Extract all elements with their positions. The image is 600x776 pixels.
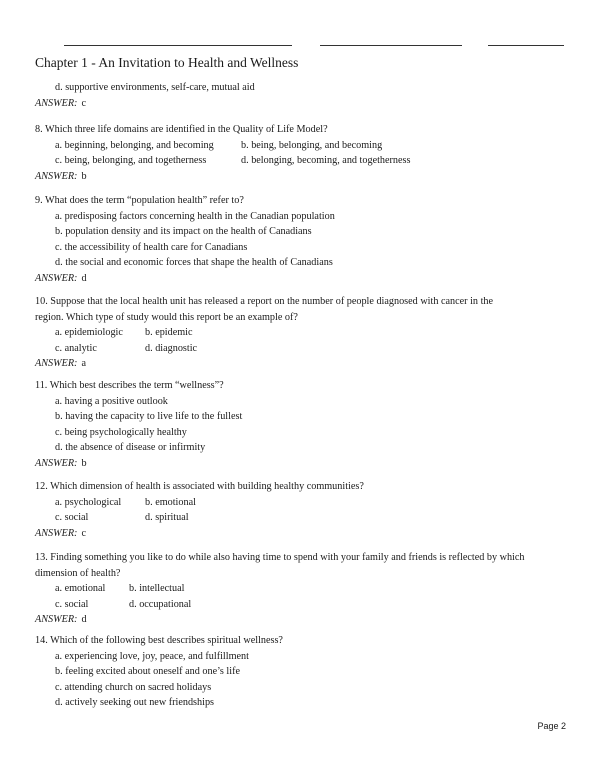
question-stem-line-1: 10. Suppose that the local health unit has released a report on the number of people diagnosed with cancer in the bbox=[35, 296, 494, 307]
question-8 bbox=[35, 122, 568, 184]
option-c: c. social bbox=[55, 512, 89, 523]
option-d: d. belonging, becoming, and togetherness bbox=[241, 155, 411, 166]
answer-line bbox=[35, 612, 568, 628]
answer-line bbox=[35, 526, 568, 542]
option-a: a. emotional bbox=[55, 583, 106, 594]
option-c: c. the accessibility of health care for Canadians bbox=[55, 241, 248, 253]
question-stem-line-2: region. Which type of study would this report be an example of? bbox=[35, 311, 298, 323]
option-c: c. attending church on sacred holidays bbox=[55, 681, 212, 693]
answer-value: c bbox=[81, 527, 86, 539]
option-b: b. having the capacity to live life to the fullest bbox=[55, 411, 243, 422]
answer-value: a bbox=[81, 358, 86, 369]
header-rule-3 bbox=[488, 45, 564, 46]
option-a: a. epidemiologic bbox=[55, 327, 123, 338]
answer-value: c bbox=[81, 97, 86, 109]
options-grid bbox=[35, 495, 568, 526]
answer-line bbox=[35, 271, 568, 287]
chapter-title: Chapter 1 - An Invitation to Health and Wellness bbox=[35, 55, 299, 70]
answer-value: b bbox=[81, 457, 87, 469]
options-grid bbox=[35, 581, 568, 612]
option-b: b. emotional bbox=[145, 496, 196, 508]
option-c: c. analytic bbox=[55, 342, 97, 354]
question-13 bbox=[35, 550, 568, 628]
option-b: b. epidemic bbox=[145, 327, 193, 338]
option-d: d. actively seeking out new friendships bbox=[55, 697, 215, 708]
options-grid bbox=[35, 138, 568, 169]
answer-line bbox=[35, 169, 568, 185]
question-7-tail bbox=[35, 80, 568, 111]
answer-line bbox=[35, 96, 568, 112]
option-b: b. intellectual bbox=[129, 583, 185, 594]
question-stem: 9. What does the term “population health” refer to? bbox=[35, 195, 244, 206]
option-b: b. population density and its impact on the health of Canadians bbox=[55, 226, 312, 237]
option-d: d. occupational bbox=[129, 598, 192, 610]
option-d: d. spiritual bbox=[145, 512, 189, 523]
question-stem-line-1: 13. Finding something you like to do while also having time to spend with your family and friends is reflected by which bbox=[35, 552, 525, 563]
question-12 bbox=[35, 479, 568, 541]
answer-line bbox=[35, 456, 568, 472]
page-number: Page 2 bbox=[537, 721, 566, 731]
question-stem-line-2: dimension of health? bbox=[35, 567, 121, 579]
answer-label: ANSWER: bbox=[35, 272, 78, 284]
answer-label: ANSWER: bbox=[35, 358, 78, 369]
option-b: b. feeling excited about oneself and one’s life bbox=[55, 666, 241, 677]
answer-label: ANSWER: bbox=[35, 97, 78, 109]
question-stem: 14. Which of the following best describes spiritual wellness? bbox=[35, 635, 283, 646]
question-14 bbox=[35, 633, 568, 711]
answer-label: ANSWER: bbox=[35, 614, 78, 625]
option-d: d. diagnostic bbox=[145, 342, 198, 354]
answer-label: ANSWER: bbox=[35, 527, 78, 539]
question-9 bbox=[35, 193, 568, 286]
header-rule-1 bbox=[64, 45, 292, 46]
option-a: a. beginning, belonging, and becoming bbox=[55, 139, 214, 151]
option-d: d. supportive environments, self-care, mutual aid bbox=[55, 82, 255, 93]
option-a: a. predisposing factors concerning health in the Canadian population bbox=[55, 210, 335, 222]
question-stem: 11. Which best describes the term “wellness”? bbox=[35, 380, 224, 391]
option-a: a. psychological bbox=[55, 496, 122, 508]
answer-value: b bbox=[81, 170, 87, 182]
option-c: c. being psychologically healthy bbox=[55, 426, 187, 438]
option-a: a. experiencing love, joy, peace, and fulfillment bbox=[55, 650, 249, 662]
answer-label: ANSWER: bbox=[35, 457, 78, 469]
option-b: b. being, belonging, and becoming bbox=[241, 139, 383, 151]
option-d: d. the absence of disease or infirmity bbox=[55, 442, 206, 453]
answer-label: ANSWER: bbox=[35, 170, 78, 182]
answer-line bbox=[35, 356, 568, 372]
answer-value: d bbox=[81, 614, 87, 625]
question-10 bbox=[35, 294, 568, 372]
options-grid bbox=[35, 325, 568, 356]
question-11 bbox=[35, 378, 568, 471]
question-stem: 12. Which dimension of health is associated with building healthy communities? bbox=[35, 481, 364, 492]
option-d: d. the social and economic forces that shape the health of Canadians bbox=[55, 257, 333, 268]
header-rule-2 bbox=[320, 45, 462, 46]
option-c: c. being, belonging, and togetherness bbox=[55, 155, 207, 166]
option-a: a. having a positive outlook bbox=[55, 395, 168, 407]
question-stem: 8. Which three life domains are identified in the Quality of Life Model? bbox=[35, 124, 328, 135]
answer-value: d bbox=[81, 272, 87, 284]
option-c: c. social bbox=[55, 598, 89, 610]
